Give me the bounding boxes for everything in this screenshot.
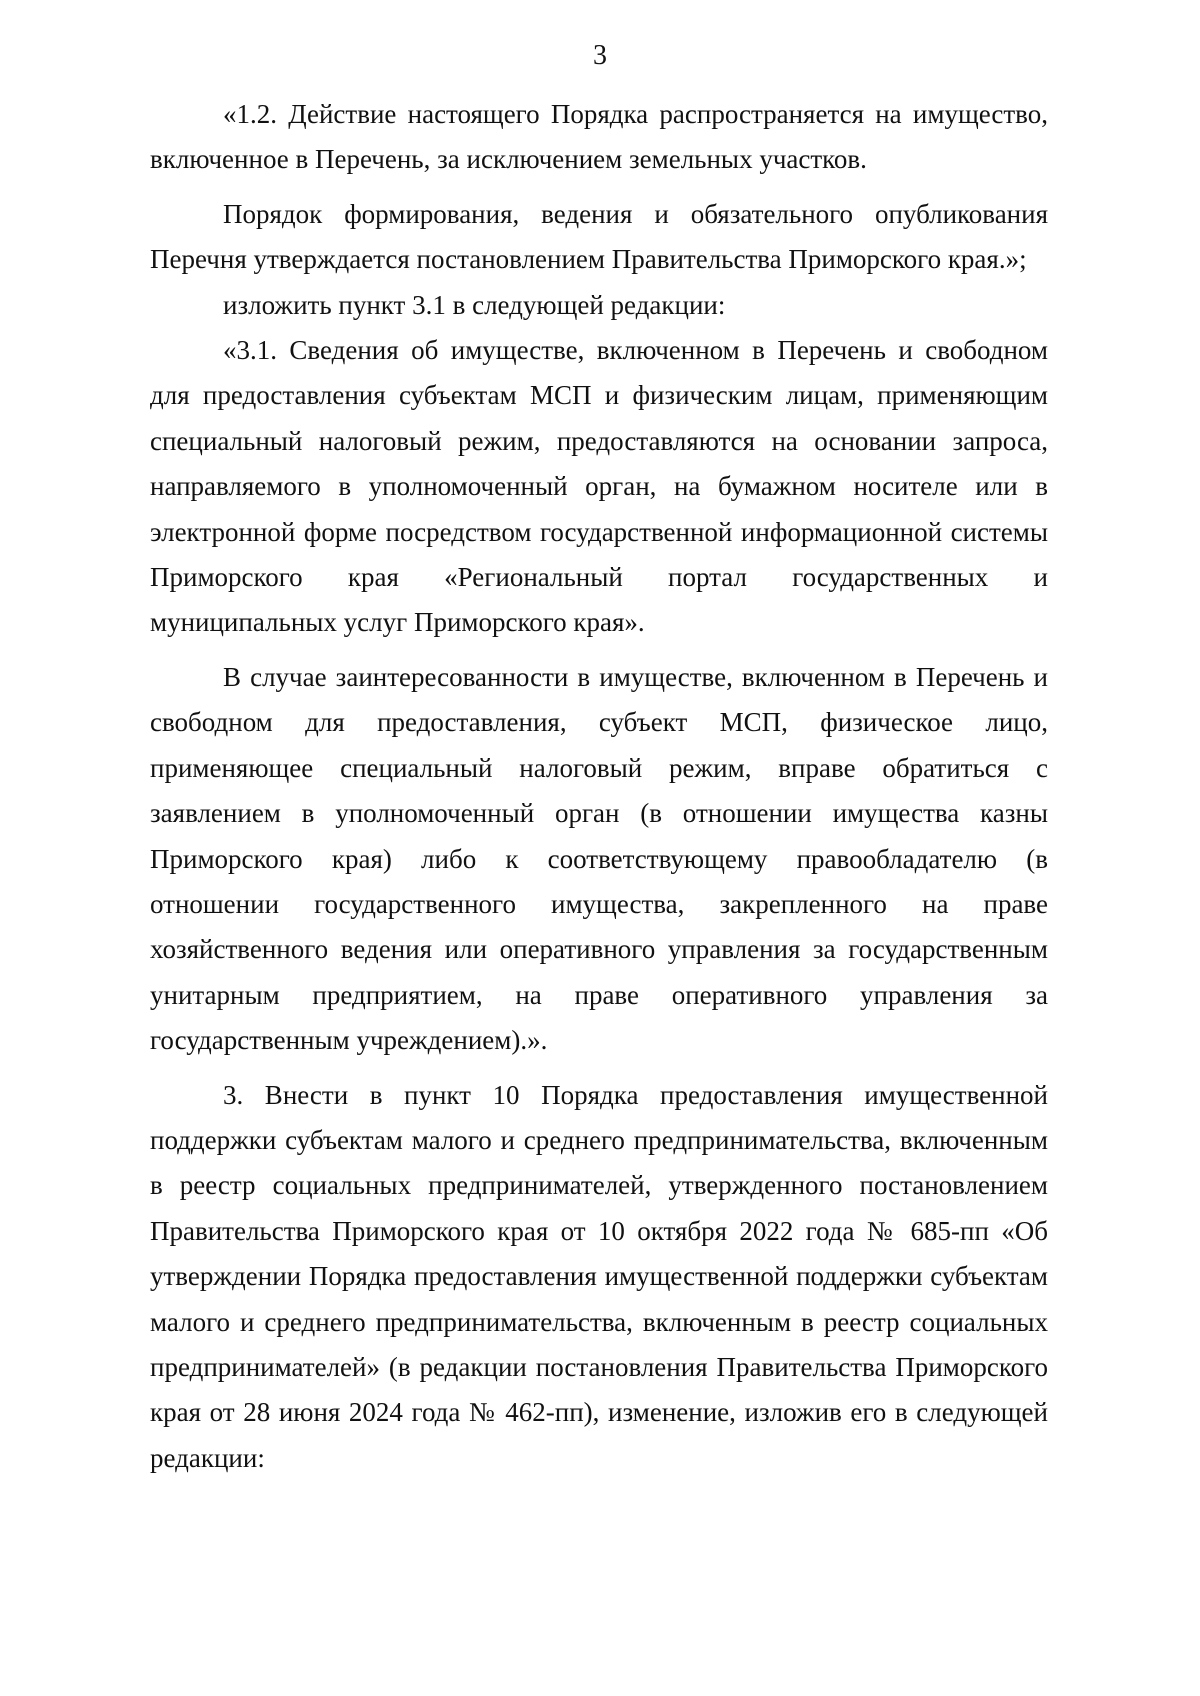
paragraph-list-procedure: Порядок формирования, ведения и обязательного опубликования Перечня утверждается постановлением Правительства Приморского края.»; bbox=[150, 198, 1048, 275]
document-body bbox=[150, 92, 1048, 1481]
page-number: 3 bbox=[593, 40, 607, 71]
paragraph-application: В случае заинтересованности в имуществе, включенном в Перечень и свободном для предоставления, субъект МСП, физическое лицо, применяющее специальный налоговый режим, вправе обратиться с заявлением в уполномоченный орган (в отношении имущества казны Приморского края) либо к соответствующему правообладателю (в отношении государственного имущества, закрепленного на праве хозяйственного ведения или оперативного управления за государственным унитарным предприятием, на праве оперативного управления за государственным учреждением).». bbox=[150, 661, 1048, 1056]
paragraph-amend-3-1: изложить пункт 3.1 в следующей редакции: bbox=[223, 289, 726, 320]
paragraph-item-3-amend: 3. Внести в пункт 10 Порядка предоставления имущественной поддержки субъектам малого и среднего предпринимательства, включенным в реестр социальных предпринимателей, утвержденного постановлением Правительства Приморского края от 10 октября 2022 года № 685-пп «Об утверждении Порядка предоставления имущественной поддержки субъектам малого и среднего предпринимательства, включенным в реестр социальных предпринимателей» (в редакции постановления Правительства Приморского края от 28 июня 2024 года № 462-пп), изменение, изложив его в следующей редакции: bbox=[150, 1079, 1048, 1473]
paragraph-1-2-scope: «1.2. Действие настоящего Порядка распространяется на имущество, включенное в Перечень, за исключением земельных участков. bbox=[150, 99, 1048, 175]
paragraph-3-1-information: «3.1. Сведения об имуществе, включенном в Перечень и свободном для предоставления субъектам МСП и физическим лицам, применяющим специальный налоговый режим, предоставляются на основании запроса, направляемого в уполномоченный орган, на бумажном носителе или в электронной форме посредством государственной информационной системы Приморского края «Региональный портал государственных и муниципальных услуг Приморского края». bbox=[150, 335, 1048, 638]
